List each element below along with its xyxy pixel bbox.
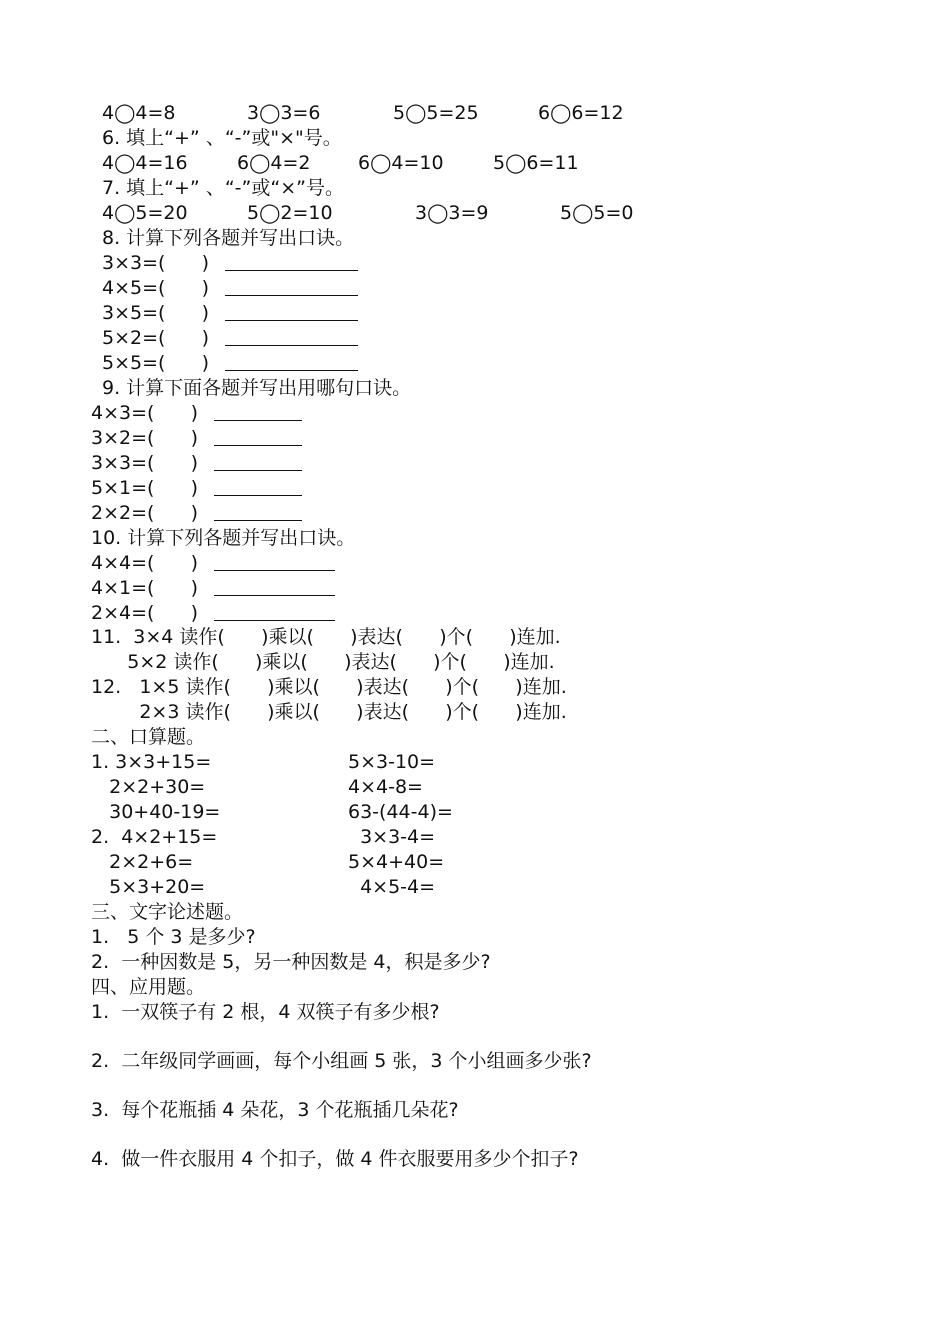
sec2-g1-right-2: 4×4-8= [348,776,423,798]
row5-item-3: 5◯5=25 [393,102,479,124]
q11-line-1: 11. 3×4 读作( )乘以( )表达( )个( )连加. [91,626,561,648]
sec4-item-3: 3. 每个花瓶插 4 朵花，3 个花瓶插几朵花? [91,1099,459,1121]
sec2-g1-right-3: 63-(44-4)= [348,801,453,823]
q10-item-3: 2×4=( ) [91,602,199,624]
q6-item-2: 6◯4=2 [237,152,311,174]
q9-item-4: 5×1=( ) [91,477,199,499]
q9-answer-line-5[interactable] [214,520,302,521]
q9-title: 9. 计算下面各题并写出用哪句口诀。 [102,377,412,399]
q9-answer-line-3[interactable] [214,470,302,471]
sec2-g2-right-3: 4×5-4= [348,876,436,898]
q9-answer-line-2[interactable] [214,445,302,446]
q8-item-3: 3×5=( ) [102,302,210,324]
sec3-item-2: 2. 一种因数是 5，另一种因数是 4，积是多少? [91,951,491,973]
sec4-title: 四、应用题。 [91,976,206,998]
sec2-g1-left-1: 1. 3×3+15= [91,751,212,773]
sec2-g2-left-2: 2×2+6= [91,851,194,873]
q9-answer-line-4[interactable] [214,495,302,496]
sec4-item-2: 2. 二年级同学画画，每个小组画 5 张，3 个小组画多少张? [91,1050,592,1072]
sec3-title: 三、文字论述题。 [91,901,244,923]
q8-item-4: 5×2=( ) [102,327,210,349]
q9-item-5: 2×2=( ) [91,502,199,524]
q7-item-3: 3◯3=9 [415,202,489,224]
sec2-g1-left-3: 30+40-19= [91,801,221,823]
q10-item-1: 4×4=( ) [91,552,199,574]
sec3-item-1: 1. 5 个 3 是多少? [91,926,256,948]
q12-line-2: 2×3 读作( )乘以( )表达( )个( )连加. [91,701,567,723]
row5-item-2: 3◯3=6 [247,102,321,124]
q8-answer-line-4[interactable] [225,345,358,346]
q11-line-2: 5×2 读作( )乘以( )表达( )个( )连加. [91,651,555,673]
q7-item-4: 5◯5=0 [560,202,634,224]
sec4-item-4: 4. 做一件衣服用 4 个扣子，做 4 件衣服要用多少个扣子? [91,1148,579,1170]
q9-answer-line-1[interactable] [214,420,302,421]
q10-item-2: 4×1=( ) [91,577,199,599]
q8-title: 8. 计算下列各题并写出口诀。 [102,227,355,249]
q9-item-2: 3×2=( ) [91,427,199,449]
sec2-g2-right-2: 5×4+40= [348,851,445,873]
q7-title: 7. 填上“+” 、“-”或“×”号。 [102,177,344,199]
q10-answer-line-2[interactable] [214,595,335,596]
q10-title: 10. 计算下列各题并写出口诀。 [91,527,356,549]
q7-item-2: 5◯2=10 [247,202,333,224]
q8-answer-line-3[interactable] [225,320,358,321]
q6-item-4: 5◯6=11 [493,152,579,174]
q10-answer-line-1[interactable] [214,570,335,571]
sec2-g2-left-1: 2. 4×2+15= [91,826,218,848]
q6-item-1: 4◯4=16 [102,152,188,174]
sec2-g1-right-1: 5×3-10= [348,751,436,773]
q12-line-1: 12. 1×5 读作( )乘以( )表达( )个( )连加. [91,676,567,698]
sec2-g2-right-1: 3×3-4= [348,826,436,848]
q10-answer-line-3[interactable] [214,620,335,621]
q7-item-1: 4◯5=20 [102,202,188,224]
q9-item-1: 4×3=( ) [91,402,199,424]
sec2-g2-left-3: 5×3+20= [91,876,206,898]
q9-item-3: 3×3=( ) [91,452,199,474]
row5-item-1: 4◯4=8 [102,102,176,124]
q6-item-3: 6◯4=10 [358,152,444,174]
q8-answer-line-5[interactable] [225,370,358,371]
q8-item-1: 3×3=( ) [102,252,210,274]
q8-item-5: 5×5=( ) [102,352,210,374]
q8-answer-line-2[interactable] [225,295,358,296]
sec2-g1-left-2: 2×2+30= [91,776,206,798]
q8-answer-line-1[interactable] [225,270,358,271]
row5-item-4: 6◯6=12 [538,102,624,124]
sec2-title: 二、口算题。 [91,726,206,748]
sec4-item-1: 1. 一双筷子有 2 根，4 双筷子有多少根? [91,1001,440,1023]
q8-item-2: 4×5=( ) [102,277,210,299]
q6-title: 6. 填上“+” 、“-”或"×"号。 [102,127,342,149]
